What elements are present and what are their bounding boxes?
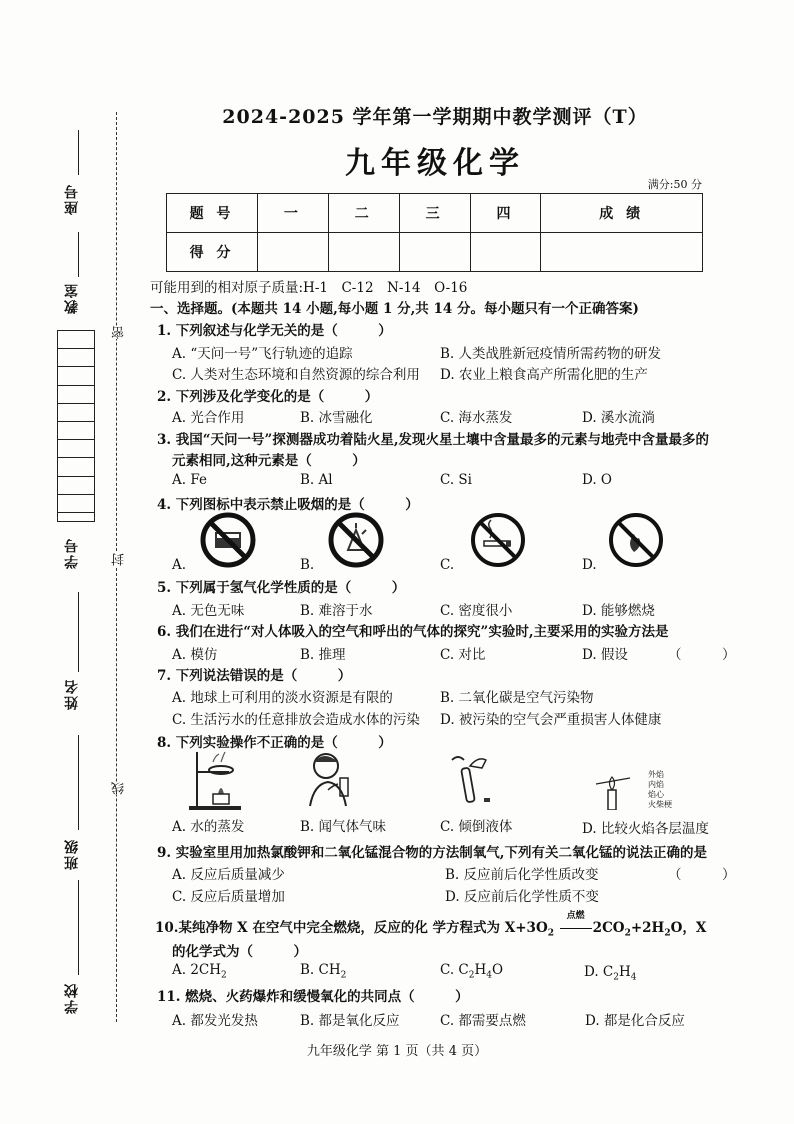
score-input-cell[interactable] (541, 233, 703, 272)
evaporation-apparatus-icon (185, 748, 245, 812)
q6-answer-paren[interactable]: （ ） (668, 647, 736, 663)
seal-dashed-line (116, 112, 117, 1022)
score-cell: 一 (258, 194, 329, 233)
q10-option-d[interactable]: D. $C_2H_4$ (584, 964, 637, 983)
no-smoking-icon (470, 512, 526, 568)
q5-option-d[interactable]: D. 能够燃烧 (582, 603, 655, 619)
q1-option-b[interactable]: B. 人类战胜新冠疫情所需药物的研发 (440, 346, 662, 362)
q10-option-b[interactable]: B. $CH_2$ (300, 962, 347, 981)
q11-option-b[interactable]: B. 都是氧化反应 (300, 1013, 400, 1029)
q5-option-b[interactable]: B. 难溶于水 (300, 603, 373, 619)
q11-option-d[interactable]: D. 都是化合反应 (585, 1013, 685, 1029)
score-cell: 四 (470, 194, 541, 233)
pouring-liquid-icon (440, 748, 500, 812)
q9-answer-paren[interactable]: （ ） (668, 867, 736, 883)
score-input-cell[interactable] (328, 233, 399, 272)
score-cell: 题 号 (167, 194, 258, 233)
q10-option-c[interactable]: C. $C_2H_4O$ (440, 962, 504, 981)
flame-labels (648, 770, 672, 810)
school-line (78, 880, 79, 975)
q4-option-a[interactable]: A. (172, 557, 187, 573)
q3-option-c[interactable]: C. Si (440, 472, 472, 488)
q4-option-d[interactable]: D. (582, 557, 597, 573)
q11-option-a[interactable]: A. 都发光发热 (172, 1013, 258, 1029)
q1-option-c[interactable]: C. 人类对生态环境和自然资源的综合利用 (172, 367, 420, 383)
q10-option-c-text: C. C (440, 962, 469, 978)
flame-label-inner: 内焰 (648, 780, 664, 789)
question-6-stem: 6. 我们在进行“对人体吸入的空气和呼出的气体的探究”实验时,主要采用的实验方法是 (157, 624, 669, 640)
q9-option-d[interactable]: D. 反应前后化学性质不变 (445, 889, 599, 905)
seal-word-mi: 密 (112, 326, 127, 339)
question-9-stem: 9. 实验室里用加热氯酸钾和二氧化锰混合物的方法制氧气,下列有关二氧化锰的说法正确的是 (157, 845, 707, 861)
q9-option-a[interactable]: A. 反应后质量减少 (172, 867, 285, 883)
q5-option-c[interactable]: C. 密度很小 (440, 603, 513, 619)
q1-option-d[interactable]: D. 农业上粮食高产所需化肥的生产 (440, 367, 648, 383)
score-cell: 得 分 (167, 233, 258, 272)
score-input-cell[interactable] (470, 233, 541, 272)
q7-option-b[interactable]: B. 二氧化碳是空气污染物 (440, 690, 594, 706)
question-2-stem: 2. 下列涉及化学变化的是（ ） (157, 389, 379, 405)
q2-option-d[interactable]: D. 溪水流淌 (582, 410, 655, 426)
room-label: 教室 (64, 282, 80, 314)
candle-flame-icon (590, 776, 650, 810)
seat-line (78, 130, 79, 175)
question-10-stem-cont: 的化学式为（ ） (172, 944, 307, 960)
q7-option-d[interactable]: D. 被污染的空气会严重损害人体健康 (440, 712, 662, 728)
q2-option-c[interactable]: C. 海水蒸发 (440, 410, 513, 426)
smelling-gas-icon (300, 746, 360, 812)
q10-condition: 点燃 (566, 911, 585, 921)
section1-heading: 一、选择题。(本题共 14 小题,每小题 1 分,共 14 分。每小题只有一个正确答案) (150, 301, 639, 317)
name-label: 姓名 (64, 678, 80, 710)
no-fireworks-icon (328, 512, 384, 568)
question-3-stem-cont: 元素相同,这种元素是（ ） (172, 453, 366, 469)
question-7-stem: 7. 下列说法错误的是（ ） (157, 668, 352, 684)
q2-option-a[interactable]: A. 光合作用 (172, 410, 245, 426)
q4-option-c[interactable]: C. (440, 557, 455, 573)
q3-option-a[interactable]: A. Fe (172, 472, 207, 488)
score-table-score-row (167, 233, 703, 272)
q7-option-c[interactable]: C. 生活污水的任意排放会造成水体的污染 (172, 712, 420, 728)
no-matches-icon (200, 512, 256, 568)
class-label: 班级 (64, 838, 80, 870)
q10-option-a-text: A. 2CH (172, 962, 222, 978)
q10-eq-rest2: +2H (630, 920, 665, 936)
q8-option-c[interactable]: C. 倾倒液体 (440, 819, 513, 835)
q6-option-b[interactable]: B. 推理 (300, 647, 346, 663)
score-cell: 二 (328, 194, 399, 233)
q7-option-a[interactable]: A. 地球上可利用的淡水资源是有限的 (172, 690, 393, 706)
flame-label-outer: 外焰 (648, 770, 664, 779)
q10-option-a[interactable]: A. $2CH_2$ (172, 962, 227, 981)
name-line (78, 592, 79, 672)
q3-option-d[interactable]: D. O (582, 472, 612, 488)
question-1-stem: 1. 下列叙述与化学无关的是（ ） (157, 323, 392, 339)
q9-option-b[interactable]: B. 反应前后化学性质改变 (445, 867, 599, 883)
q6-option-c[interactable]: C. 对比 (440, 647, 486, 663)
subject-title: 九年级化学 (345, 146, 525, 181)
seal-word-feng: 封 (112, 553, 127, 566)
room-line (78, 232, 79, 277)
q2-option-b[interactable]: B. 冰雪融化 (300, 410, 373, 426)
q6-option-a[interactable]: A. 模仿 (172, 647, 218, 663)
question-5-stem: 5. 下列属于氢气化学性质的是（ ） (157, 580, 406, 596)
question-4-stem: 4. 下列图标中表示禁止吸烟的是（ ） (157, 497, 419, 513)
score-table-header-row (167, 194, 703, 233)
q6-option-d[interactable]: D. 假设 (582, 647, 628, 663)
q8-option-a[interactable]: A. 水的蒸发 (172, 819, 245, 835)
q10-eq-rest3: O，X (670, 920, 707, 936)
class-line (78, 735, 79, 830)
exam-title: 2024-2025 学年第一学期期中教学测评（T） (222, 106, 648, 128)
question-10-stem: 10.某纯净物 X 在空气中完全燃烧，反应的化 学方程式为 $X+3O_2$ 点燃 $2CO_2+2H_2O$，X (155, 916, 706, 939)
page-footer: 九年级化学 第 1 页（共 4 页） (306, 1044, 488, 1059)
score-input-cell[interactable] (399, 233, 470, 272)
flame-label-match: 火柴梗 (648, 800, 672, 809)
student-id-boxes[interactable] (57, 330, 95, 522)
flame-label-core: 焰心 (648, 790, 664, 799)
score-cell: 成 绩 (541, 194, 703, 233)
seat-label: 座号 (64, 183, 80, 215)
score-input-cell[interactable] (258, 233, 329, 272)
no-open-flame-icon (608, 512, 664, 568)
atomic-masses: 可能用到的相对原子质量:H-1 C-12 N-14 O-16 (150, 280, 468, 296)
score-cell: 三 (399, 194, 470, 233)
seal-word-xian: 线 (112, 782, 127, 795)
q10-eq-rest: 2CO (592, 920, 625, 936)
q8-option-d[interactable]: D. 比较火焰各层温度 (582, 821, 709, 837)
score-table (166, 193, 703, 272)
q10-stem-text: 10.某纯净物 X 在空气中完全燃烧，反应的化 学方程式为 X+3O (155, 920, 548, 936)
full-score: 满分:50 分 (647, 178, 702, 191)
q10-option-b-text: B. CH (300, 962, 341, 978)
question-11-stem: 11. 燃烧、火药爆炸和缓慢氧化的共同点（ ） (157, 989, 469, 1005)
student-id-label: 学号 (64, 537, 80, 569)
school-label: 学校 (64, 982, 80, 1014)
q10-option-d-text: D. C (584, 964, 614, 980)
question-8-stem: 8. 下列实验操作不正确的是（ ） (157, 735, 392, 751)
q1-option-a[interactable]: A. “天问一号”飞行轨迹的追踪 (172, 346, 353, 362)
q4-option-b[interactable]: B. (300, 557, 315, 573)
q9-option-c[interactable]: C. 反应后质量增加 (172, 889, 285, 905)
q8-option-b[interactable]: B. 闻气体气味 (300, 819, 387, 835)
q11-option-c[interactable]: C. 都需要点燃 (440, 1013, 526, 1029)
q3-option-b[interactable]: B. Al (300, 472, 333, 488)
question-3-stem: 3. 我国“天问一号”探测器成功着陆火星,发现火星土壤中含量最多的元素与地壳中含量最多的 (157, 432, 710, 448)
q5-option-a[interactable]: A. 无色无味 (172, 603, 245, 619)
